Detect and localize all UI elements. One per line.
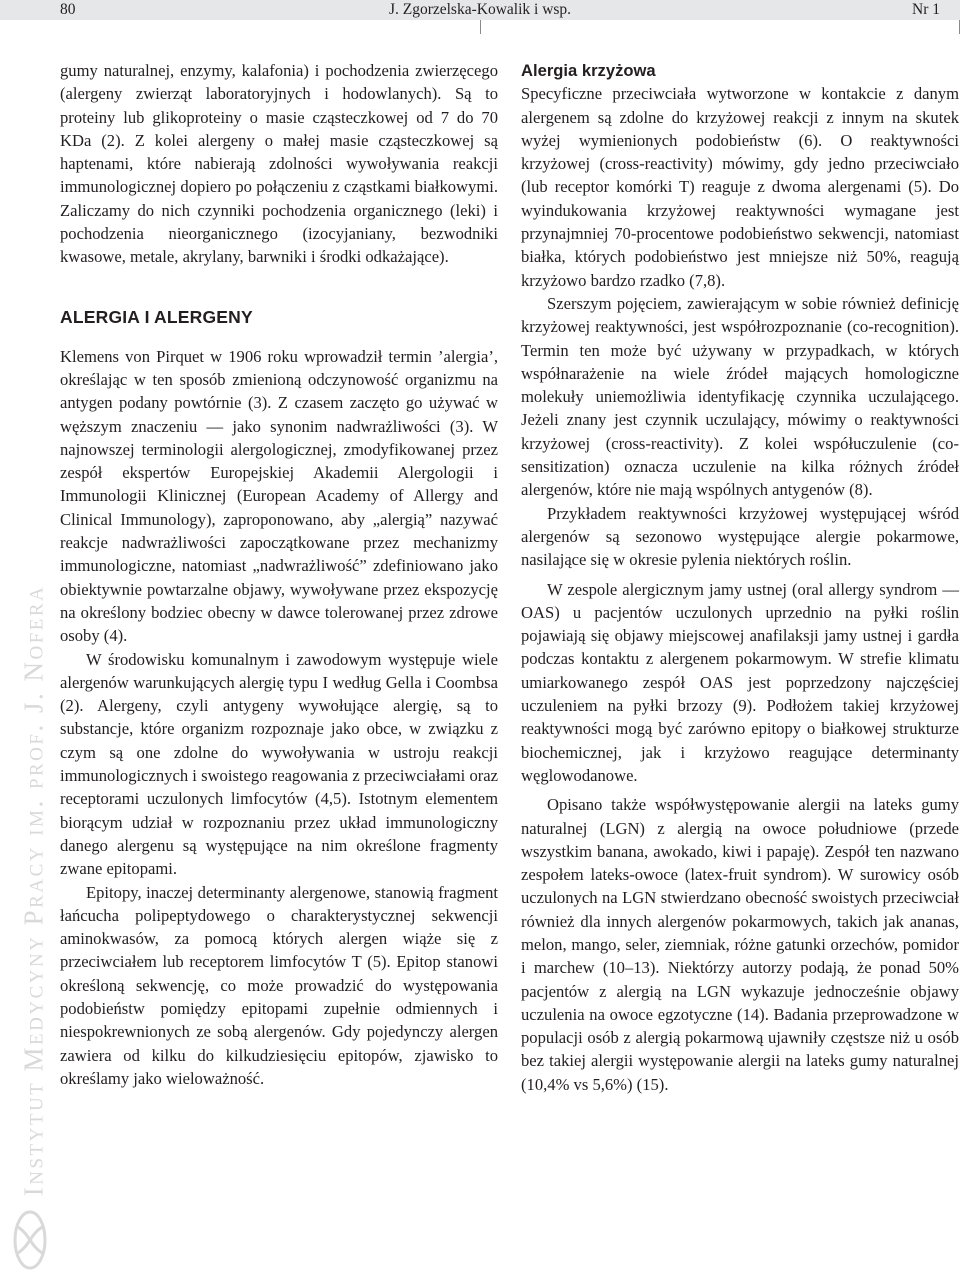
paragraph: Epitopy, inaczej determinanty alergenowe, stanowią fragment łańcucha polipeptydowego o charakterystycznej sekwencji aminokwasów, za pomocą których alergen wiąże się z przeciwciałem lub receptorem limfocytów T (5). Epitop stanowi określoną sekwencję, co może prowadzić do występowania podobieństw pomiędzy epitopami zupełnie odmiennych i niespokrewnionych ze sobą alergenów. Gdy pojedynczy alergen zawiera od kilku do kilkudziesięciu epitopów, zjawisko to określamy jako wieloważność. xyxy=(60,882,498,1088)
paragraph: W zespole alergicznym jamy ustnej (oral allergy syndrom — OAS) u pacjentów uczulonych uprzednio na pyłki roślin pojawiają się objawy miejscowej anafilaksji jamy ustnej i gardła podczas kontaktu z alergenem pokarmowym. W strefie klimatu umiarkowanego zespół OAS jest poprzedzony najczęściej uczuleniem na pyłki brzozy (9). Podłożem takiej krzyżowej reaktywności mogą być zarówno epitopy o białkowej strukturze biochemicznej, jak i krzyżowo reagujące determinanty węglowodanowe. xyxy=(521,579,959,785)
issue-number: Nr 1 xyxy=(912,1,940,18)
section-heading: ALERGIA I ALERGENY xyxy=(60,306,253,327)
page-number: 80 xyxy=(60,1,76,18)
watermark-text: Instytut Medycyny Pracy im. prof. J. Nofera xyxy=(18,584,49,1196)
left-column xyxy=(60,59,498,1090)
right-column xyxy=(521,59,959,1096)
paragraph: W środowisku komunalnym i zawodowym występuje wiele alergenów warunkujących alergię typu I według Gella i Coombsa (2). Alergeny, czyli antygeny wywołujące alergię, są to substancje, które organizm rozpoznaje jako obce, w związku z czym są one zdolne do wywoływania w ustroju reakcji immunologicznych i swoistego reagowania z przeciwciałami oraz receptorami uczulonych limfocytów (4,5). Istotnym elementem biorącym udział w rozpoznaniu przez układ immunologiczny danego alergenu są występujące na nim określone fragmenty zwane epitopami. xyxy=(60,649,498,879)
watermark xyxy=(14,580,54,1200)
running-authors: J. Zgorzelska-Kowalik i wsp. xyxy=(388,1,572,18)
header-divider-tick xyxy=(480,20,481,34)
paragraph: Specyficzne przeciwciała wytworzone w kontakcie z danym alergenem są zdolne do krzyżowej reakcji z innym na skutek wyżej wymienionych podobieństw (6). O reaktywności krzyżowej (cross-reactivity) mówimy, gdy jedno przeciwciało (lub receptor komórki T) reaguje z dwoma alergenami (5). Do wyindukowania krzyżowej reaktywności wymagane jest przynajmniej 70-procentowe podobieństwo sekwencji, natomiast białka, których podobieństwo jest mniejsze niż 50%, reagują krzyżowo bardzo rzadko (7,8). xyxy=(521,84,959,290)
paragraph: Szerszym pojęciem, zawierającym w sobie również definicję krzyżowej reaktywności, jest współrozpoznanie (co-recognition). Termin ten może być używany w przypadkach, w których współnarażenie na wiele źródeł mających homologiczne molekuły uniemożliwia identyfikację czynnika uczulającego. Jeżeli znany jest czynnik uczulający, mówimy o reaktywności krzyżowej (cross-reactivity). Z kolei współuczulenie (co-sensitization) oznacza uczulenie na kilka różnych źródeł alergenów, które nie mają wspólnych antygenów (8). xyxy=(521,293,959,500)
paragraph: Przykładem reaktywności krzyżowej występującej wśród alergenów są sezonowo występujące alergie pokarmowe, nasilające się w okresie pylenia niektórych roślin. xyxy=(521,503,959,570)
paragraph: gumy naturalnej, enzymy, kalafonia) i pochodzenia zwierzęcego (alergeny zwierząt laboratoryjnych i hodowlanych). Są to proteiny lub glikoproteiny o masie cząsteczkowej od 7 do 70 KDa (2). Z kolei alergeny o małej masie cząsteczkowej są haptenami, które nabierają zdolności wywoływania reakcji immunologicznej dopiero po połączeniu z cząstkami białkowymi. Zaliczamy do nich czynniki pochodzenia organicznego (leki) i pochodzenia nieorganicznego (izocyjaniany, bezwodniki kwasowe, metale, akrylany, barwniki i środki odkażające). xyxy=(60,61,498,267)
institute-logo-icon xyxy=(10,1205,50,1275)
subsection-heading: Alergia krzyżowa xyxy=(521,61,656,80)
paragraph: Klemens von Pirquet w 1906 roku wprowadził termin ’alergia’, określając w ten sposób zmienioną odczynowość organizmu na antygen podany powtórnie (3). Z czasem zaczęto go używać w węższym znaczeniu — jako synonim nadwrażliwości (3). W najnowszej terminologii alergologicznej, zmodyfikowanej przez zespół ekspertów Europejskiej Akademii Alergologii i Immunologii Klinicznej (European Academy of Allergy and Clinical Immunology), zaproponowano, aby „alergią” nazywać reakcje nadwrażliwości zapoczątkowane przez mechanizmy immunologiczne, natomiast „nadwrażliwość” zdefiniowano jako obiektywnie powtarzalne objawy, wywoływane przez ekspozycję na określony bodziec obecny w dawce tolerowanej przez zdrowe osoby (4). xyxy=(60,346,498,646)
paragraph: Opisano także współwystępowanie alergii na lateks gumy naturalnej (LGN) z alergią na owoce południowe (przede wszystkim banana, awokado, kiwi i papaję). Zespół ten nazwano zespołem lateks-owoce (latex-fruit syndrom). W surowicy osób uczulonych na LGN stwierdzano obecność swoistych przeciwciał również dla innych alergenów pokarmowych, takich jak ananas, melon, mango, seler, ziemniak, różne gatunki orzechów, pomidor i marchew (10–13). Niektórzy autorzy podają, że ponad 50% pacjentów z alergią na LGN wykazuje jednocześnie objawy uczulenia na owoce egzotyczne (14). Badania przeprowadzone w populacji osób z alergią pokarmową ujawniły częstsze niż u osób bez takiej alergii występowanie alergii na lateks gumy naturalnej (10,4% vs 5,6%) (15). xyxy=(521,795,959,1094)
page-header xyxy=(0,0,960,20)
